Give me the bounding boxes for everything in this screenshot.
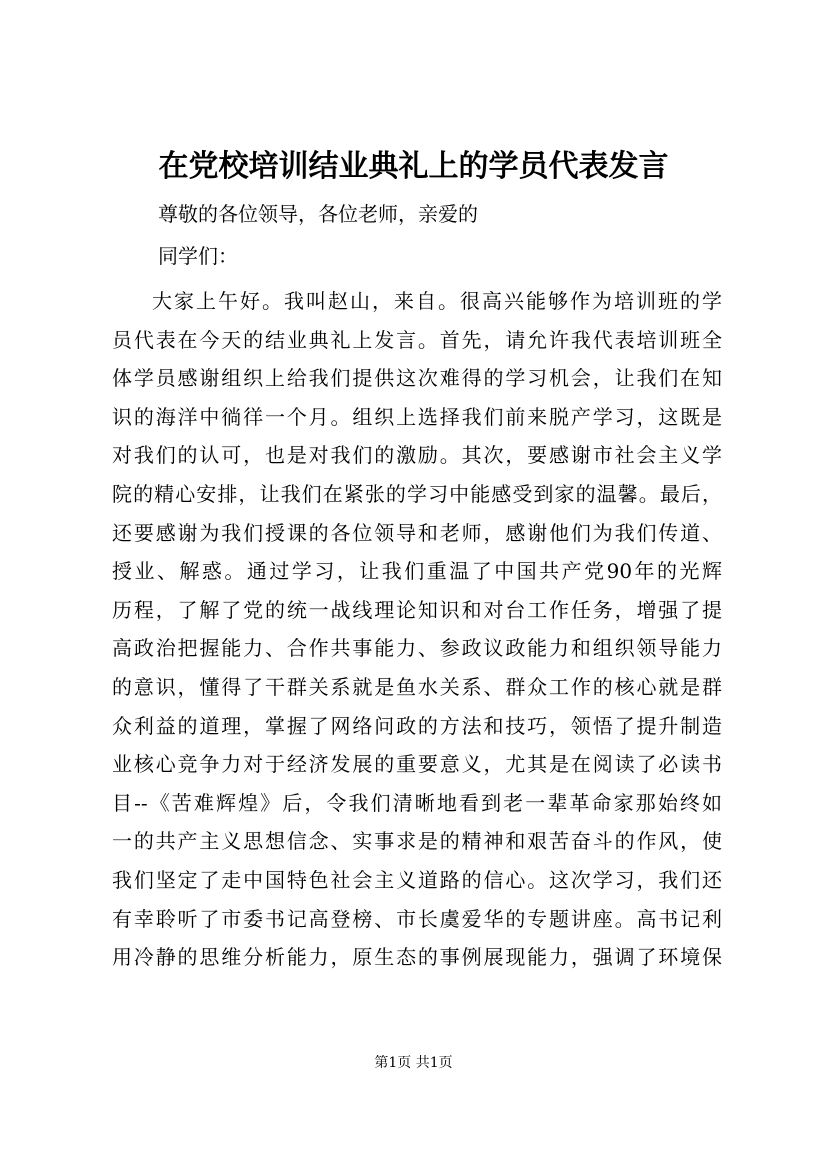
- body-line: 体学员感谢组织上给我们提供这次难得的学习机会，让我们在知: [112, 366, 722, 391]
- body-line: 高政治把握能力、合作共事能力、参政议政能力和组织领导能力: [112, 636, 722, 661]
- body-line: 大家上午好。我叫赵山，来自。很高兴能够作为培训班的学: [152, 289, 722, 313]
- body-line: 还要感谢为我们授课的各位领导和老师，感谢他们为我们传道、: [112, 520, 722, 545]
- body-line: 目--《苦难辉煌》后，令我们清晰地看到老一辈革命家那始终如: [112, 790, 722, 815]
- body-line: 对我们的认可，也是对我们的激励。其次，要感谢市社会主义学: [112, 443, 722, 468]
- page-footer: 第1页 共1页: [374, 1055, 453, 1071]
- body-line: 识的海洋中徜徉一个月。组织上选择我们前来脱产学习，这既是: [112, 404, 722, 429]
- body-line: 有幸聆听了市委书记高登榜、市长虞爱华的专题讲座。高书记利: [112, 906, 722, 931]
- body-line: 业核心竞争力对于经济发展的重要意义，尤其是在阅读了必读书: [112, 752, 722, 777]
- body-line: 的意识，懂得了干群关系就是鱼水关系、群众工作的核心就是群: [112, 674, 722, 699]
- body-line: 一的共产主义思想信念、实事求是的精神和艰苦奋斗的作风，使: [112, 829, 722, 854]
- salutation-line-2: 同学们：: [158, 244, 238, 268]
- salutation-line-1: 尊敬的各位领导，各位老师，亲爱的: [158, 202, 478, 226]
- body-line: 用冷静的思维分析能力，原生态的事例展现能力，强调了环境保: [112, 945, 722, 970]
- document-title: 在党校培训结业典礼上的学员代表发言: [158, 149, 669, 184]
- body-line: 我们坚定了走中国特色社会主义道路的信心。这次学习，我们还: [112, 867, 722, 892]
- body-line: 众利益的道理，掌握了网络问政的方法和技巧，领悟了提升制造: [112, 713, 722, 738]
- body-line: 历程，了解了党的统一战线理论知识和对台工作任务，增强了提: [112, 597, 722, 622]
- speech-body: [112, 282, 722, 977]
- body-line: 院的精心安排，让我们在紧张的学习中能感受到家的温馨。最后，: [112, 481, 722, 506]
- body-line: 授业、解惑。通过学习，让我们重温了中国共产党90年的光辉: [112, 559, 722, 584]
- body-line: 员代表在今天的结业典礼上发言。首先，请允许我代表培训班全: [112, 327, 722, 352]
